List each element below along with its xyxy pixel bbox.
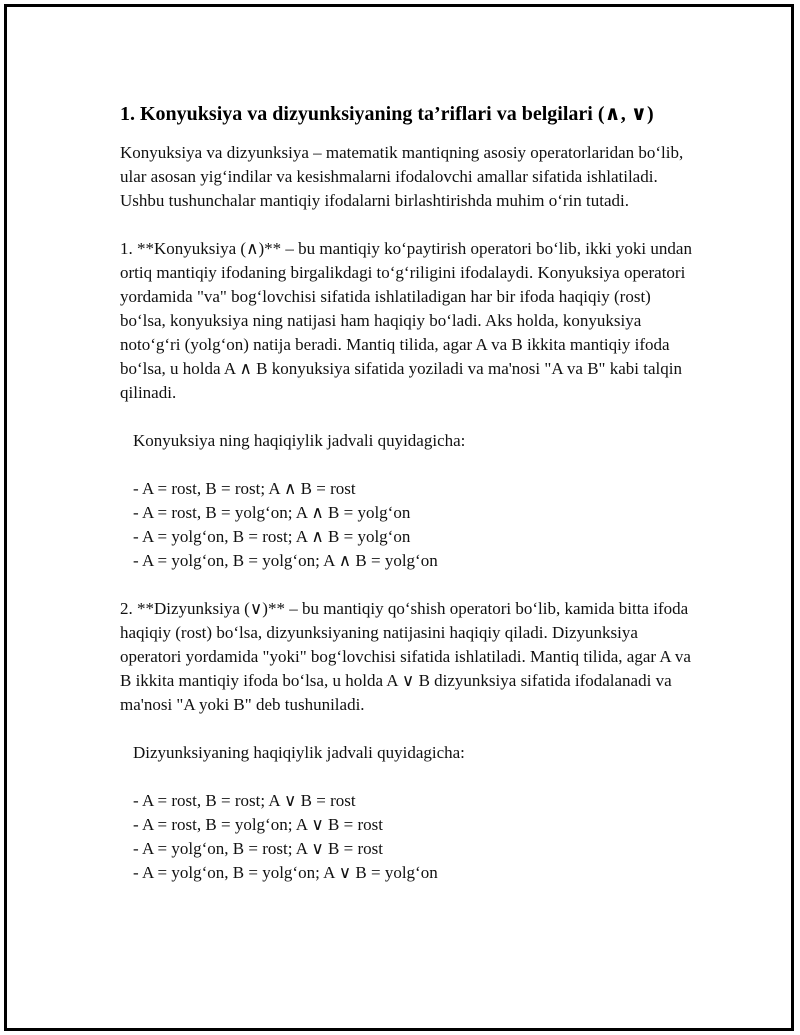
truth-row: - A = rost, B = yolg‘on; A ∧ B = yolg‘on	[133, 503, 411, 522]
truth-row: - A = rost, B = rost; A ∧ B = rost	[133, 479, 356, 498]
document-body	[120, 101, 700, 885]
truth-row: - A = yolg‘on, B = rost; A ∧ B = yolg‘on	[133, 527, 411, 546]
spacer	[120, 573, 700, 597]
truth-row: - A = rost, B = rost; A ∨ B = rost	[133, 791, 356, 810]
spacer	[120, 717, 700, 741]
spacer	[120, 453, 700, 477]
konyuksiya-paragraph: 1. **Konyuksiya (∧)** – bu mantiqiy ko‘paytirish operatori bo‘lib, ikki yoki undan ortiq mantiqiy ifodaning birgalikdagi to‘g‘riligini ifodalaydi. Konyuksiya operatori yordamida "va" bog‘lovchisi sifatida ishlatiladigan har bir ifoda haqiqiy (rost) bo‘lsa, konyuksiya ning natijasi ham haqiqiy bo‘ladi. Aks holda, konyuksiya noto‘g‘ri (yolg‘on) natija beradi. Mantiq tilida, agar A va B ikkita mantiqiy ifoda bo‘lsa, u holda A ∧ B konyuksiya sifatida yoziladi va ma'nosi "A va B" kabi talqin qilinadi.	[120, 239, 692, 402]
truth-row: - A = yolg‘on, B = rost; A ∨ B = rost	[133, 839, 383, 858]
dizyunksiya-paragraph: 2. **Dizyunksiya (∨)** – bu mantiqiy qo‘shish operatori bo‘lib, kamida bitta ifoda haqiqiy (rost) bo‘lsa, dizyunksiyaning natijasini haqiqiy qiladi. Dizyunksiya operatori yordamida "yoki" bog‘lovchisi sifatida ishlatiladi. Mantiq tilida, agar A va B ikkita mantiqiy ifoda bo‘lsa, u holda A ∨ B dizyunksiya sifatida ifodalanadi va ma'nosi "A yoki B" deb tushuniladi.	[120, 599, 691, 714]
spacer	[120, 765, 700, 789]
dizyunksiya-truth-table	[120, 789, 700, 885]
truth-row: - A = yolg‘on, B = yolg‘on; A ∧ B = yolg‘on	[133, 551, 438, 570]
truth-row: - A = yolg‘on, B = yolg‘on; A ∨ B = yolg‘on	[133, 863, 438, 882]
document-title: 1. Konyuksiya va dizyunksiyaning ta’riflari va belgilari (∧, ∨)	[120, 103, 654, 125]
intro-paragraph: Konyuksiya va dizyunksiya – matematik mantiqning asosiy operatorlaridan bo‘lib, ular asosan yig‘indilar va kesishmalarni ifodalovchi amallar sifatida ishlatiladi. Ushbu tushunchalar mantiqiy ifodalarni birlashtirishda muhim o‘rin tutadi.	[120, 143, 684, 210]
page-frame	[4, 4, 794, 1031]
dizyunksiya-table-intro: Dizyunksiyaning haqiqiylik jadvali quyidagicha:	[133, 743, 465, 762]
truth-row: - A = rost, B = yolg‘on; A ∨ B = rost	[133, 815, 383, 834]
spacer	[120, 405, 700, 429]
konyuksiya-table-intro: Konyuksiya ning haqiqiylik jadvali quyidagicha:	[133, 431, 466, 450]
konyuksiya-truth-table	[120, 477, 700, 573]
spacer	[120, 213, 700, 237]
